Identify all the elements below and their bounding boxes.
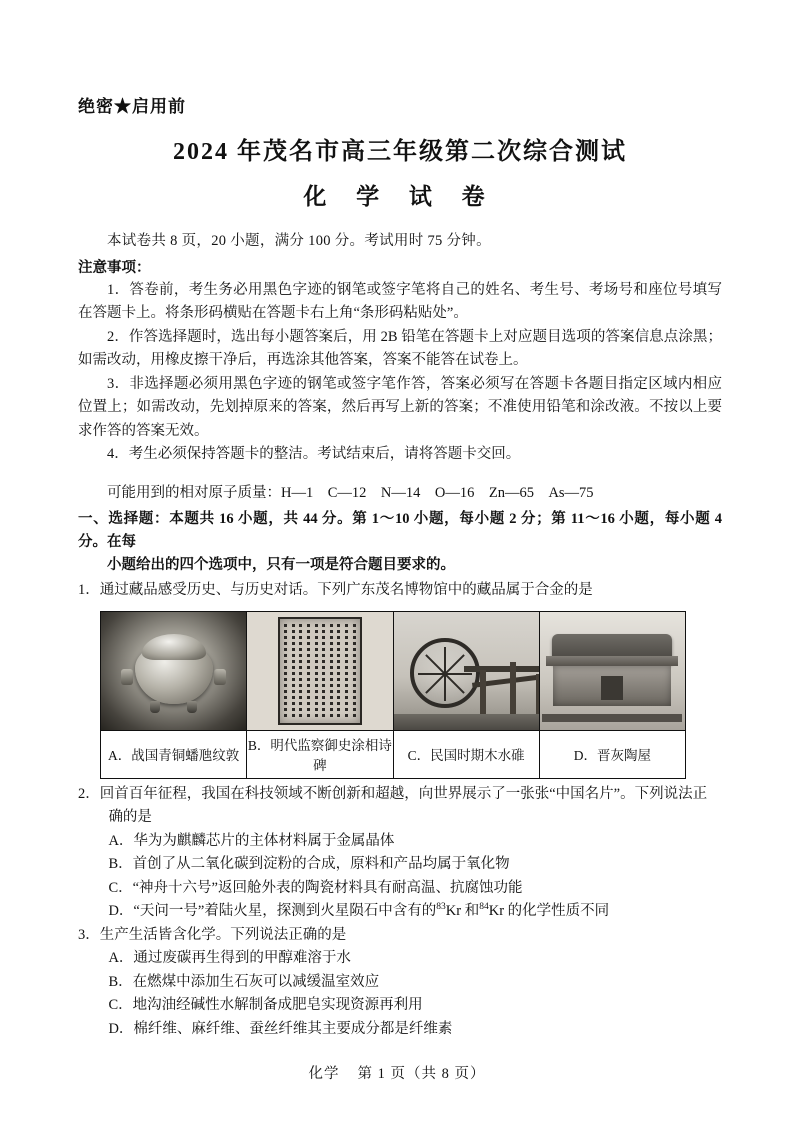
stele-text-column <box>353 624 356 718</box>
notice-item: 1．答卷前，考生务必用黑色字迹的钢笔或签字笔将自己的姓名、考生号、考场号和座位号填写在答题卡上。将条形码横贴在答题卡右上角“条形码粘贴处”。 <box>78 282 722 322</box>
question-2-option-c: C．“神舟十六号”返回舱外表的陶瓷材料具有耐高温、抗腐蚀功能 <box>108 879 523 896</box>
question-2-option-b: B．首创了从二氧化碳到淀粉的合成，原料和产品均属于氧化物 <box>108 856 510 873</box>
artifact-caption-c: C．民国时期木水碓 <box>393 730 539 778</box>
page-title: 2024 年茂名市高三年级第二次综合测试 <box>173 139 627 165</box>
question-3 <box>78 924 722 947</box>
frame-post <box>480 670 486 718</box>
question-1 <box>78 579 722 602</box>
question-stem: 生产生活皆含化学。下列说法正确的是 <box>99 926 347 943</box>
question-3-option-a: A．通过废碳再生得到的甲醇难溶于水 <box>108 950 351 967</box>
artifact-caption-b: B．明代监察御史涂相诗碑 <box>247 730 393 778</box>
frame-post <box>510 662 516 718</box>
wheel-axle-shape <box>464 666 539 672</box>
vessel-handle-left-shape <box>121 669 133 685</box>
artifact-caption-a: A．战国青铜蟠虺纹敦 <box>101 730 247 778</box>
section-heading <box>78 508 722 578</box>
stele-text-column <box>307 624 310 718</box>
floor-shape <box>394 714 539 730</box>
stele-text-column <box>299 624 302 718</box>
stele-text-column <box>330 624 333 718</box>
pottery-door-shape <box>601 676 623 700</box>
notice-item: 2．作答选择题时，选出每小题答案后，用 2B 铅笔在答题卡上对应题目选项的答案信息点涂黑；如需改动，用橡皮擦干净后，再选涂其他答案，答案不能答在试卷上。 <box>78 328 722 369</box>
question-1-image-table <box>100 611 686 779</box>
vessel-handle-right-shape <box>214 669 226 685</box>
question-2 <box>78 783 722 806</box>
question-3-option-c: C．地沟油经碱性水解制备成肥皂实现资源再利用 <box>108 997 423 1014</box>
question-2-option-d: D．“天问一号”着陆火星，探测到火星陨石中含有的$^{83}$Kr 和$^{84}$Kr 的化学性质不同 <box>108 902 610 920</box>
vessel-lid-shape <box>142 634 206 660</box>
table-row <box>101 730 686 778</box>
section-heading-line2: 小题给出的四个选项中，只有一项是符合题目要求的。 <box>107 557 455 574</box>
pottery-eave-shape <box>546 656 678 666</box>
stele-text-column <box>337 624 340 718</box>
secret-label: 绝密★启用前 <box>78 97 186 116</box>
question-2-stem-continued: 确的是 <box>108 809 152 826</box>
page-footer <box>0 1062 794 1083</box>
notice-item: 3．非选择题必须用黑色字迹的钢笔或签字笔作答，答案必须写在答题卡各题目指定区域内相应位置上；如需改动，先划掉原来的答案，然后再写上新的答案；不准使用铅笔和涂改液。不按以上要求作答的答案无效。 <box>78 375 722 439</box>
pottery-base-shape <box>542 714 682 722</box>
artifact-cell-b <box>247 611 393 730</box>
atomic-mass-line: 可能用到的相对原子质量：H—1 C—12 N—14 O—16 Zn—65 As—75 <box>107 484 594 501</box>
question-3-option-b: B．在燃煤中添加生石灰可以减缓温室效应 <box>108 973 380 990</box>
stele-text-column <box>292 624 295 718</box>
stele-text-column <box>315 624 318 718</box>
question-number: 3． <box>78 926 100 943</box>
notice-heading: 注意事项： <box>78 260 151 276</box>
water-wheel-shape <box>410 638 480 708</box>
section-heading-line1: 一、选择题：本题共 16 小题，共 44 分。第 1～10 小题，每小题 2 分；第 11～16 小题，每小题 4 分。在每 <box>78 510 722 551</box>
footer-subject: 化学 <box>308 1066 340 1082</box>
grey-pottery-house-photo <box>540 612 685 730</box>
table-row <box>101 611 686 730</box>
footer-page-number: 第 1 页（共 8 页） <box>357 1066 486 1082</box>
stele-text-column <box>322 624 325 718</box>
artifact-cell-d <box>539 611 685 730</box>
frame-post <box>536 674 539 718</box>
question-stem: 通过藏品感受历史、与历史对话。下列广东茂名博物馆中的藏品属于合金的是 <box>99 582 593 599</box>
vessel-foot-left-shape <box>150 701 160 713</box>
question-number: 1． <box>78 582 100 599</box>
artifact-cell-c <box>393 611 539 730</box>
vessel-foot-right-shape <box>187 701 197 713</box>
notice-item: 4．考生必须保持答题卡的整洁。考试结束后，请将答题卡交回。 <box>107 446 521 463</box>
wooden-water-hammer-photo <box>394 612 539 730</box>
question-stem: 回首百年征程，我国在科技领域不断创新和超越，向世界展示了一张张“中国名片”。下列说法正 <box>99 785 708 802</box>
exam-info: 本试卷共 8 页，20 小题，满分 100 分。考试用时 75 分钟。 <box>107 233 491 249</box>
stele-text-column <box>345 624 348 718</box>
subject-title: 化 学 试 卷 <box>303 184 497 209</box>
stele-text-column <box>284 624 287 718</box>
question-3-option-d: D．棉纤维、麻纤维、蚕丝纤维其主要成分都是纤维素 <box>108 1020 453 1037</box>
bronze-ritual-vessel-photo <box>101 612 246 730</box>
stele-shape <box>278 617 362 725</box>
question-number: 2． <box>78 785 100 802</box>
stone-stele-photo <box>247 612 392 730</box>
question-2-option-a: A．华为为麒麟芯片的主体材料属于金属晶体 <box>108 832 395 849</box>
artifact-caption-d: D．晋灰陶屋 <box>539 730 685 778</box>
artifact-cell-a <box>101 611 247 730</box>
